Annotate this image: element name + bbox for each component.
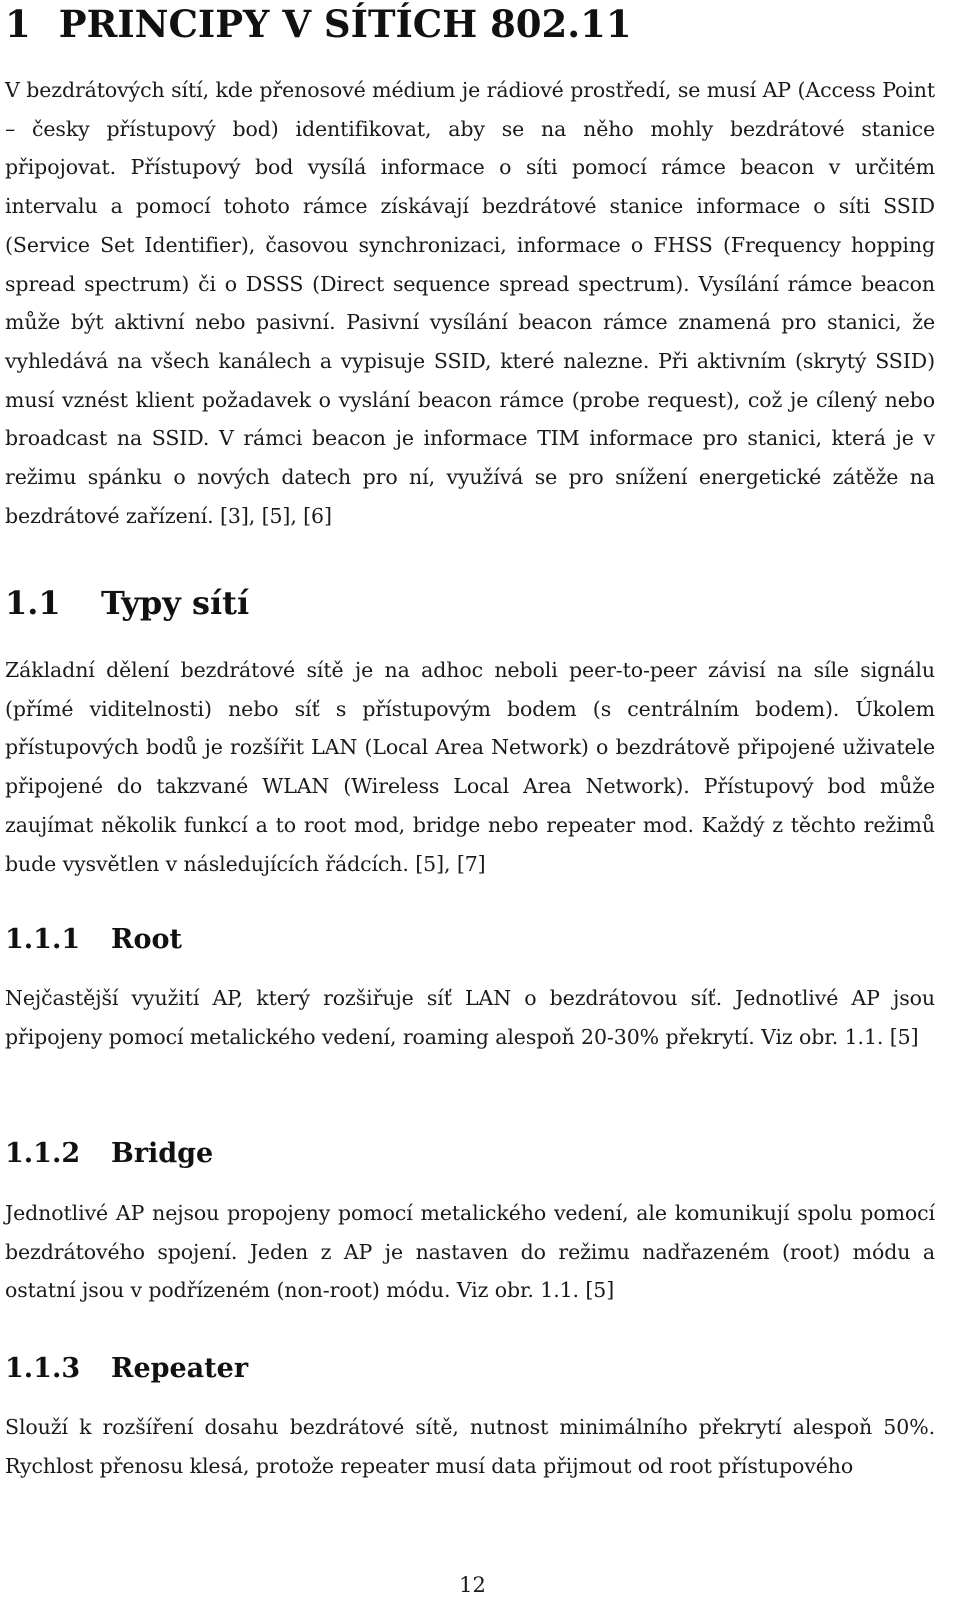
intro-paragraph: V bezdrátových sítí, kde přenosové médium je rádiové prostředí, se musí AP (Access Point – česky přístupový bod) identifikovat, aby se na něho mohly bezdrátové stanice připojovat. Přístupový bod vysílá informace o síti pomocí rámce beacon v určitém intervalu a pomocí tohoto rámce získávají bezdrátové stanice informace o síti SSID (Service Set Identifier), časovou synchronizaci, informace o FHSS (Frequency hopping spread spectrum) či o DSSS (Direct sequence spread spectrum). Vysílání rámce beacon může být aktivní nebo pasivní. Pasivní vysílání beacon rámce znamená pro stanici, že vyhledává na všech kanálech a vypisuje SSID, které nalezne. Při aktivním (skrytý SSID) musí vznést klient požadavek o vyslání beacon rámce (probe request), což je cílený nebo broadcast na SSID. V rámci beacon je informace TIM informace pro stanici, která je v režimu spánku o nových datech pro ní, využívá se pro snížení energetické zátěže na bezdrátové zařízení. [3], [5], [6]	[5, 78, 935, 528]
chapter-title: PRINCIPY V SÍTÍCH 802.11	[58, 2, 632, 46]
section-number: 1.1	[5, 584, 61, 622]
section-heading	[5, 583, 249, 623]
section-title: Typy sítí	[101, 584, 250, 622]
section-paragraph: Základní dělení bezdrátové sítě je na adhoc neboli peer-to-peer závisí na síle signálu (přímé viditelnosti) nebo síť s přístupovým bodem (s centrálním bodem). Úkolem přístupových bodů je rozšířit LAN (Local Area Network) o bezdrátově připojené uživatele připojené do takzvané WLAN (Wireless Local Area Network). Přístupový bod může zaujímat několik funkcí a to root mod, bridge nebo repeater mod. Každý z těchto režimů bude vysvětlen v následujících řádcích. [5], [7]	[5, 658, 935, 876]
page-number: 12	[459, 1573, 486, 1597]
subsection-number: 1.1.1	[5, 924, 81, 955]
subsection-heading-root	[5, 923, 182, 957]
subsection-title: Root	[111, 924, 182, 955]
subsection-title: Repeater	[111, 1353, 249, 1384]
subsection-heading-repeater	[5, 1352, 248, 1386]
subsection-number: 1.1.2	[5, 1138, 81, 1169]
subsection-title: Bridge	[111, 1138, 214, 1169]
subsection-heading-bridge	[5, 1137, 213, 1171]
chapter-heading	[5, 2, 632, 46]
chapter-number: 1	[5, 2, 31, 46]
subsection-paragraph-repeater: Slouží k rozšíření dosahu bezdrátové sítě, nutnost minimálního překrytí alespoň 50%. Rychlost přenosu klesá, protože repeater musí data přijmout od root přístupového	[5, 1415, 935, 1478]
subsection-number: 1.1.3	[5, 1353, 81, 1384]
subsection-paragraph-bridge: Jednotlivé AP nejsou propojeny pomocí metalického vedení, ale komunikují spolu pomocí bezdrátového spojení. Jeden z AP je nastaven do režimu nadřazeném (root) módu a ostatní jsou v podřízeném (non-root) módu. Viz obr. 1.1. [5]	[5, 1201, 935, 1303]
subsection-paragraph-root: Nejčastější využití AP, který rozšiřuje síť LAN o bezdrátovou síť. Jednotlivé AP jsou připojeny pomocí metalického vedení, roaming alespoň 20-30% překrytí. Viz obr. 1.1. [5]	[5, 986, 935, 1049]
